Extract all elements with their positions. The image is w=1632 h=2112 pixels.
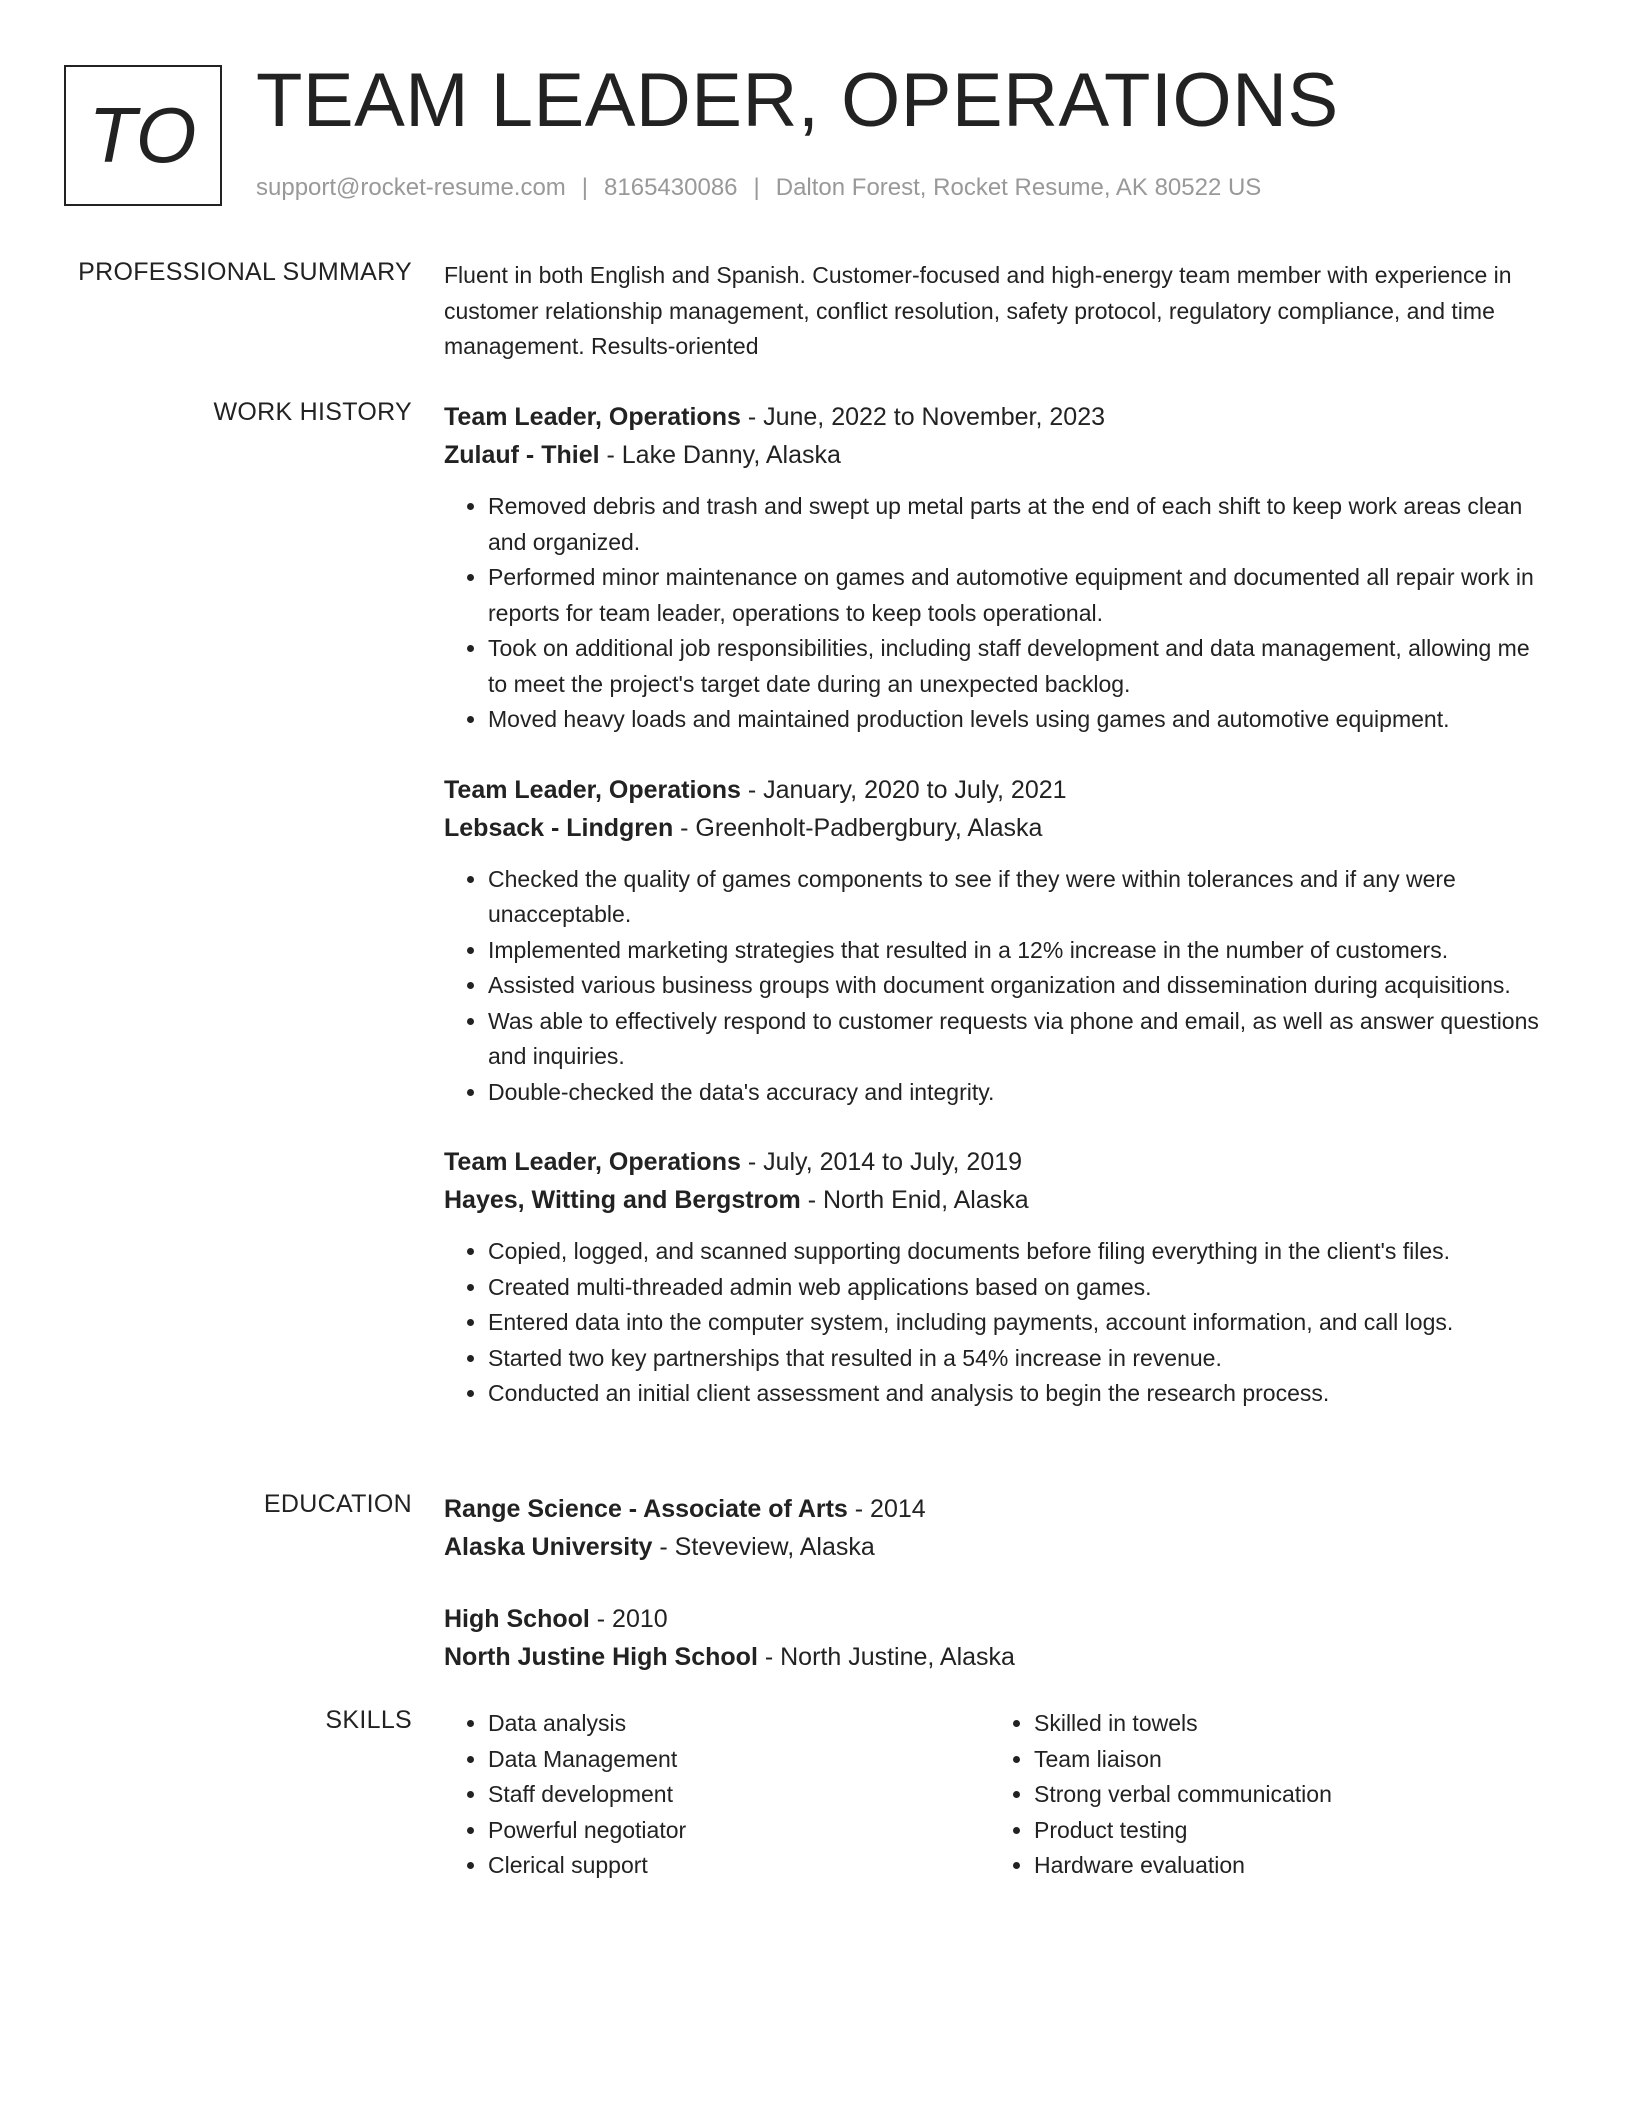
- job-bullets: [444, 489, 1554, 738]
- education-degree-line: [444, 1600, 1554, 1638]
- monogram-box: [64, 65, 222, 206]
- job-company: Hayes, Witting and Bergstrom: [444, 1186, 801, 1214]
- job-company-line: [444, 809, 1554, 847]
- page-title: TEAM LEADER, OPERATIONS: [256, 58, 1339, 143]
- skill-item: • Hardware evaluation: [1034, 1848, 1536, 1884]
- job-bullet: • Moved heavy loads and maintained production levels using games and automotive equipment.: [488, 702, 1554, 738]
- skill-item: • Data analysis: [488, 1706, 990, 1742]
- job-company: Lebsack - Lindgren: [444, 813, 674, 842]
- skill-item: • Staff development: [488, 1777, 990, 1813]
- skill-item: • Powerful negotiator: [488, 1813, 990, 1849]
- contact-separator: |: [753, 174, 760, 201]
- education-entry: [444, 1490, 1554, 1566]
- education-school: Alaska University: [444, 1533, 653, 1561]
- education-year: - 2010: [589, 1605, 668, 1633]
- education-school-line: [444, 1528, 1554, 1566]
- job-entry: [444, 398, 1554, 738]
- skill-item: • Team liaison: [1034, 1742, 1536, 1778]
- job-dates: - July, 2014 to July, 2019: [740, 1148, 1023, 1176]
- skill-item: • Strong verbal communication: [1034, 1777, 1536, 1813]
- section-label-skills: SKILLS: [325, 1706, 412, 1734]
- section-label-work-history: WORK HISTORY: [213, 398, 412, 426]
- section-label-summary: PROFESSIONAL SUMMARY: [78, 258, 412, 286]
- job-dates: - January, 2020 to July, 2021: [740, 775, 1067, 804]
- job-bullet: • Checked the quality of games components to see if they were within tolerances and if any were unacceptable.: [488, 862, 1554, 933]
- skill-item: • Skilled in towels: [1034, 1706, 1536, 1742]
- job-bullet: • Removed debris and trash and swept up metal parts at the end of each shift to keep work areas clean and organized.: [488, 489, 1554, 560]
- skill-item: • Product testing: [1034, 1813, 1536, 1849]
- contact-line: [256, 174, 1261, 202]
- education-degree: High School: [444, 1605, 590, 1633]
- job-bullet: • Took on additional job responsibilities, including staff development and data management, allowing me to meet the project's target date during an unexpected backlog.: [488, 631, 1554, 702]
- job-bullet: • Started two key partnerships that resulted in a 54% increase in revenue.: [488, 1341, 1554, 1377]
- job-bullet: • Assisted various business groups with document organization and dissemination during acquisitions.: [488, 968, 1554, 1004]
- job-bullet: • Performed minor maintenance on games and automotive equipment and documented all repair work in reports for team leader, operations to keep tools operational.: [488, 560, 1554, 631]
- job-bullet: • Double-checked the data's accuracy and integrity.: [488, 1075, 1554, 1111]
- job-title: Team Leader, Operations: [444, 403, 741, 431]
- skills-column-left: [444, 1706, 990, 1884]
- job-company: Zulauf - Thiel: [444, 441, 600, 469]
- job-bullet: • Was able to effectively respond to customer requests via phone and email, as well as answer questions and inquiries.: [488, 1004, 1554, 1075]
- job-title: Team Leader, Operations: [444, 775, 741, 804]
- education-entry: [444, 1600, 1554, 1676]
- contact-email[interactable]: support@rocket-resume.com: [256, 174, 566, 201]
- job-bullet: • Conducted an initial client assessment and analysis to begin the research process.: [488, 1376, 1554, 1412]
- job-company-line: [444, 436, 1554, 474]
- education-year: - 2014: [847, 1495, 926, 1523]
- job-location: - Greenholt-Padbergbury, Alaska: [673, 813, 1043, 842]
- job-company-line: [444, 1181, 1554, 1219]
- job-title-line: [444, 771, 1554, 809]
- education-location: - North Justine, Alaska: [757, 1643, 1015, 1671]
- contact-phone[interactable]: 8165430086: [604, 174, 738, 201]
- job-entry: [444, 771, 1554, 1111]
- skills-column-right: [990, 1706, 1536, 1884]
- job-title: Team Leader, Operations: [444, 1148, 741, 1176]
- job-bullet: • Copied, logged, and scanned supporting documents before filing everything in the client's files.: [488, 1234, 1554, 1270]
- job-bullets: [444, 862, 1554, 1111]
- education-location: - Steveview, Alaska: [652, 1533, 875, 1561]
- job-bullet: • Entered data into the computer system, including payments, account information, and call logs.: [488, 1305, 1554, 1341]
- job-location: - Lake Danny, Alaska: [599, 441, 841, 469]
- job-title-line: [444, 398, 1554, 436]
- job-location: - North Enid, Alaska: [800, 1186, 1029, 1214]
- job-bullet: • Implemented marketing strategies that resulted in a 12% increase in the number of customers.: [488, 933, 1554, 969]
- section-label-education: EDUCATION: [263, 1490, 412, 1518]
- job-entry: [444, 1143, 1554, 1412]
- job-bullet: • Created multi-threaded admin web applications based on games.: [488, 1270, 1554, 1306]
- skills-columns: [444, 1706, 1554, 1884]
- education-degree-line: [444, 1490, 1554, 1528]
- skill-item: • Data Management: [488, 1742, 990, 1778]
- monogram-initials: TO: [88, 91, 198, 179]
- job-dates: - June, 2022 to November, 2023: [740, 403, 1105, 431]
- job-title-line: [444, 1143, 1554, 1181]
- contact-separator: |: [581, 174, 589, 201]
- contact-address: Dalton Forest, Rocket Resume, AK 80522 US: [775, 174, 1262, 201]
- job-bullets: [444, 1234, 1554, 1412]
- summary-text: Fluent in both English and Spanish. Customer-focused and high-energy team member with experience in customer relationship management, conflict resolution, safety protocol, regulatory compliance, and time management. Results-oriented: [444, 262, 1512, 359]
- skill-item: • Clerical support: [488, 1848, 990, 1884]
- education-school: North Justine High School: [444, 1643, 758, 1671]
- education-degree: Range Science - Associate of Arts: [444, 1495, 848, 1523]
- education-school-line: [444, 1638, 1554, 1676]
